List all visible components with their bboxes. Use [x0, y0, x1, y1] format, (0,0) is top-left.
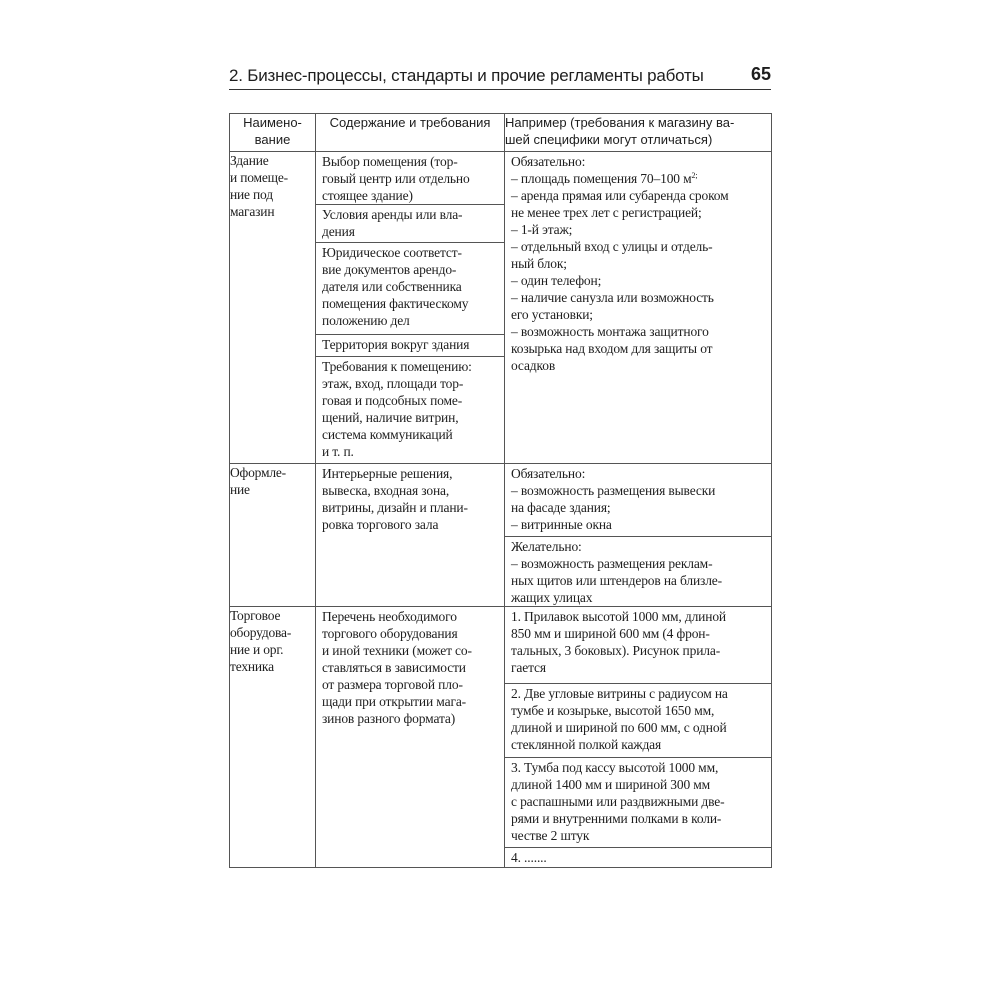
column-header-requirements: Содержание и требования	[316, 114, 505, 152]
requirement-item: Условия аренды или вла- дения	[316, 204, 504, 242]
column-header-examples: Например (требования к магазину ва- шей специфики могут отличаться)	[505, 114, 772, 152]
requirement-item: Территория вокруг здания	[316, 334, 504, 356]
table-row	[230, 152, 772, 464]
page-number: 65	[750, 64, 771, 84]
example-item: Обязательно: – площадь помещения 70–100 $м^{2;}$ – аренда прямая или субаренда сроком не менее трех лет с регистрацией; – 1-й этаж; – отдельный вход с улицы и отдель- ный блок; – один телефон; – наличие санузла или возможность его установки; – возможность монтажа защитного козырька над входом для защиты от осадков	[511, 154, 729, 373]
page-header	[229, 62, 771, 90]
example-item: 1. Прилавок высотой 1000 мм, длиной 850 мм и шириной 600 мм (4 фрон- тальных, 3 боковых). Рисунок прила- гается	[511, 609, 726, 675]
examples-cell	[505, 152, 772, 464]
row-name-building: Здание и помеще- ние под магазин	[230, 152, 316, 464]
examples-cell	[505, 464, 772, 607]
example-item: Желательно: – возможность размещения реклам- ных щитов или штендеров на близле- жащих улицах	[505, 536, 771, 606]
example-item: 3. Тумба под кассу высотой 1000 мм, длиной 1400 мм и шириной 300 мм с распашными или раздвижными две- рями и внутренними полками в коли- честве 2 штук	[505, 757, 771, 847]
row-name-equipment: Торговое оборудова- ние и орг. техника	[230, 607, 316, 868]
table-header-row	[230, 114, 772, 152]
requirement-item: Перечень необходимого торгового оборудования и иной техники (может со- ставляться в зависимости от размера торговой пло- щади при открытии мага- зинов разного формата)	[322, 609, 472, 726]
requirement-item: Требования к помещению: этаж, вход, площади тор- говая и подсобных поме- щений, наличие витрин, система коммуникаций и т. п.	[316, 356, 504, 463]
row-name-design: Оформле- ние	[230, 464, 316, 607]
requirements-cell	[316, 152, 505, 464]
examples-cell	[505, 607, 772, 868]
table-row	[230, 607, 772, 868]
table-row	[230, 464, 772, 607]
example-item: Обязательно: – возможность размещения вывески на фасаде здания; – витринные окна	[511, 466, 716, 532]
column-header-name: Наимено- вание	[230, 114, 316, 152]
requirement-item: Интерьерные решения, вывеска, входная зона, витрины, дизайн и плани- ровка торгового зала	[322, 466, 468, 532]
requirement-item: Выбор помещения (тор- говый центр или отдельно стоящее здание)	[322, 154, 470, 203]
requirements-table	[229, 113, 772, 868]
chapter-title: 2. Бизнес-процессы, стандарты и прочие регламенты работы	[229, 66, 704, 85]
requirements-cell	[316, 464, 505, 607]
requirement-item: Юридическое соответст- вие документов арендо- дателя или собственника помещения фактическому положению дел	[316, 242, 504, 334]
requirements-cell	[316, 607, 505, 868]
example-item: 4. .......	[505, 847, 771, 867]
example-item: 2. Две угловые витрины с радиусом на тумбе и козырьке, высотой 1650 мм, длиной и шириной по 600 мм, с одной стеклянной полкой каждая	[505, 683, 771, 757]
